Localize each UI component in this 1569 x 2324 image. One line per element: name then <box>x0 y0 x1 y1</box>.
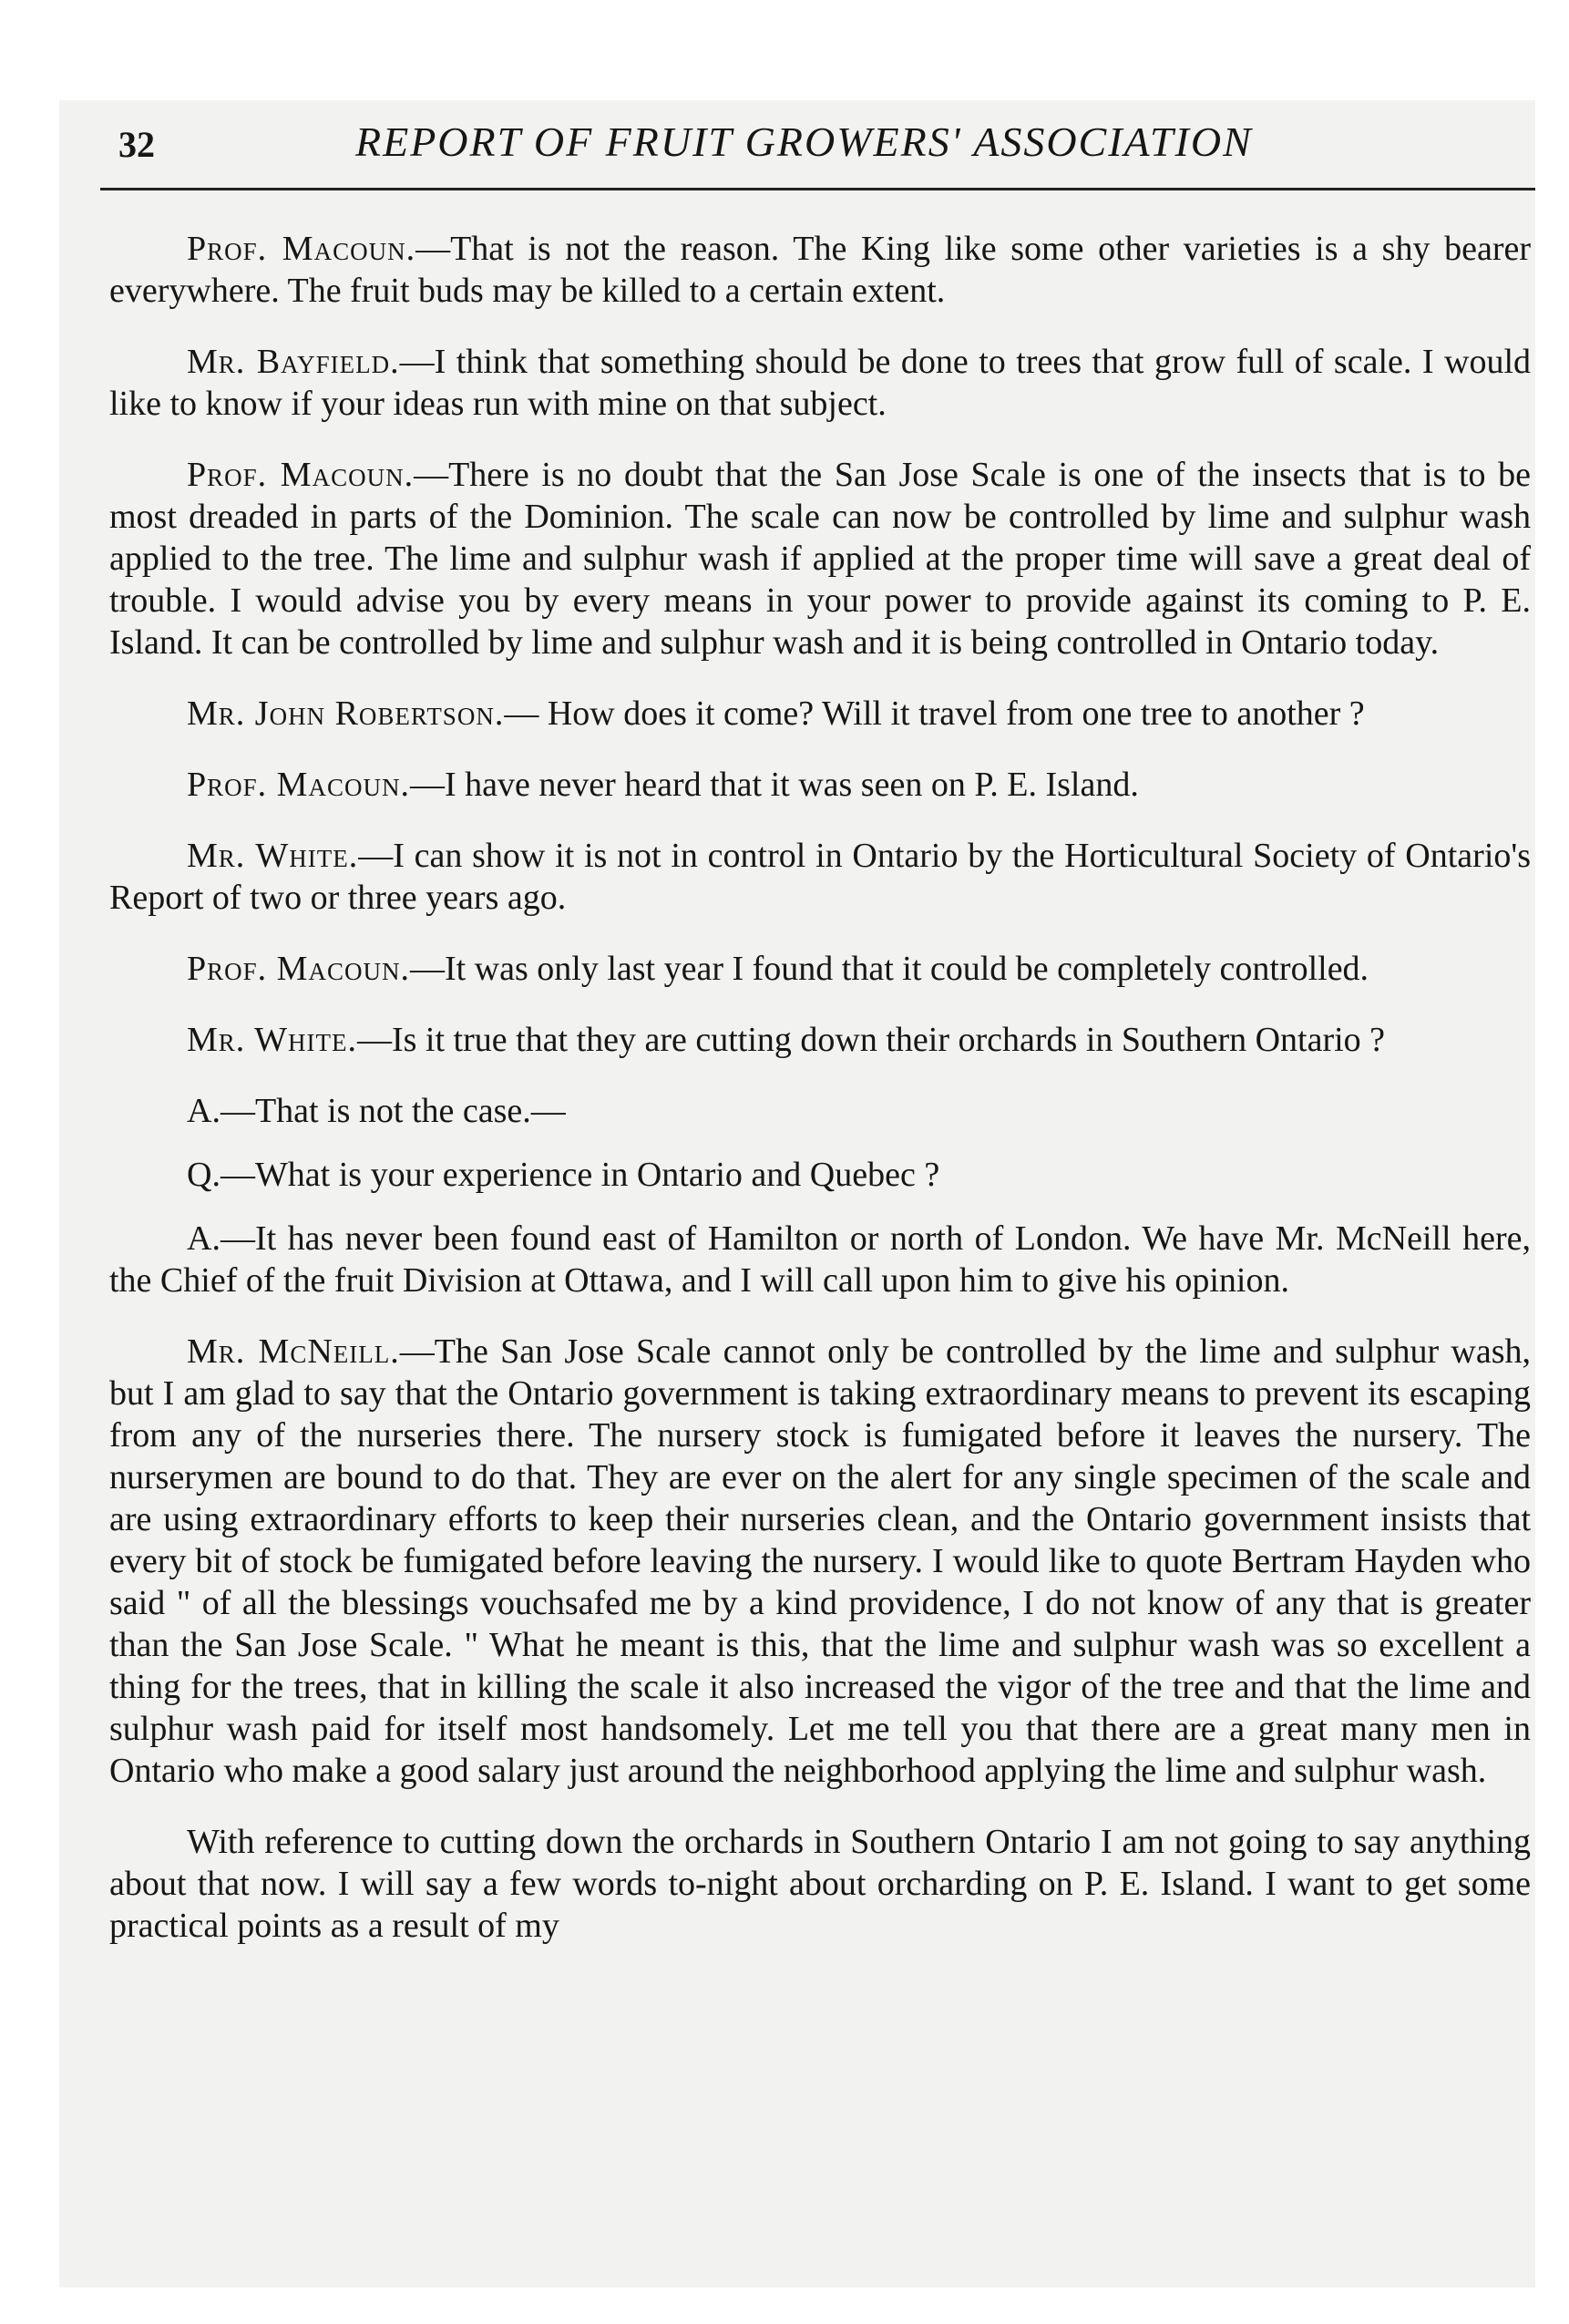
paragraph-text: Q.—What is your experience in Ontario and Quebec ? <box>187 1156 940 1194</box>
paragraph-text: —I think that something should be done to trees that grow full of scale. I would like to know if your ideas run with mine on that subject. <box>109 343 1531 423</box>
page-number: 32 <box>118 124 155 165</box>
paragraph <box>109 693 1531 735</box>
paragraph-text: —That is not the reason. The King like some other varieties is a shy bearer everywhere. The fruit buds may be killed to a certain extent. <box>109 230 1531 310</box>
paragraph <box>109 764 1531 806</box>
answer-line <box>109 1090 1531 1132</box>
answer-paragraph <box>109 1218 1531 1301</box>
speaker-name: Prof. Macoun. <box>187 766 410 804</box>
paragraph-text: —There is no doubt that the San Jose Scale is one of the insects that is to be most dreaded in parts of the Dominion. The scale can now be controlled by lime and sulphur wash applied to the tree. The lime and sulphur wash if applied at the proper time will save a great deal of trouble. I would advise you by every means in your power to provide against its coming to P. E. Island. It can be controlled by lime and sulphur wash and it is being controlled in Ontario today. <box>109 456 1532 662</box>
header-rule <box>100 188 1535 190</box>
speaker-name: Mr. White. <box>187 837 359 875</box>
paragraph <box>109 1821 1531 1947</box>
speaker-name: Mr. McNeill. <box>187 1332 400 1371</box>
paragraph <box>109 228 1531 312</box>
speaker-name: Prof. Macoun. <box>187 950 410 988</box>
paragraph <box>109 341 1531 425</box>
running-title: REPORT OF FRUIT GROWERS' ASSOCIATION <box>355 118 1253 165</box>
paragraph-text: A.—That is not the case.— <box>187 1092 566 1130</box>
document-page <box>59 100 1535 2288</box>
paragraph-text: With reference to cutting down the orchards in Southern Ontario I am not going to say anything about that now. I will say a few words to-night about orcharding on P. E. Island. I want to get some practical points as a result of my <box>109 1823 1531 1945</box>
speaker-name: Mr. John Robertson. <box>187 694 505 733</box>
paragraph-text: —It was only last year I found that it could be completely controlled. <box>409 950 1369 988</box>
question-line <box>109 1154 1531 1196</box>
paragraph <box>109 1331 1531 1792</box>
paragraph <box>109 454 1531 663</box>
speaker-name: Mr. White. <box>187 1021 357 1059</box>
paragraph-text: — How does it come? Will it travel from one tree to another ? <box>504 694 1365 733</box>
paragraph-text: —I can show it is not in control in Ontario by the Horticultural Society of Ontario's Report of two or three years ago. <box>109 837 1532 917</box>
paragraph-text: A.—It has never been found east of Hamilton or north of London. We have Mr. McNeill here, the Chief of the fruit Division at Ottawa, and I will call upon him to give his opinion. <box>109 1219 1531 1300</box>
page-body <box>109 228 1531 1976</box>
speaker-name: Prof. Macoun. <box>187 230 416 268</box>
paragraph-text: —Is it true that they are cutting down their orchards in Southern Ontario ? <box>356 1021 1386 1059</box>
paragraph <box>109 948 1531 990</box>
paragraph <box>109 835 1531 919</box>
speaker-name: Mr. Bayfield. <box>187 343 400 381</box>
paragraph-text: —The San Jose Scale cannot only be controlled by the lime and sulphur wash, but I am glad to say that the Ontario government is taking extraordinary means to prevent its escaping from any of the nurseries there. The nursery stock is fumigated before it leaves the nursery. The nurserymen are bound to do that. They are ever on the alert for any single specimen of the scale and are using extraordinary efforts to keep their nurseries clean, and the Ontario government insists that every bit of stock be fumigated before leaving the nursery. I would like to quote Bertram Hayden who said " of all the blessings vouchsafed me by a kind providence, I do not know of any that is greater than the San Jose Scale. " What he meant is this, that the lime and sulphur wash was so excellent a thing for the trees, that in killing the scale it also increased the vigor of the tree and that the lime and sulphur wash paid for itself most handsomely. Let me tell you that there are a great many men in Ontario who make a good salary just around the neighborhood applying the lime and sulphur wash. <box>109 1332 1531 1790</box>
paragraph-text: —I have never heard that it was seen on P. E. Island. <box>409 766 1139 804</box>
paragraph <box>109 1019 1531 1061</box>
page-header <box>100 114 1513 178</box>
speaker-name: Prof. Macoun. <box>187 456 415 494</box>
